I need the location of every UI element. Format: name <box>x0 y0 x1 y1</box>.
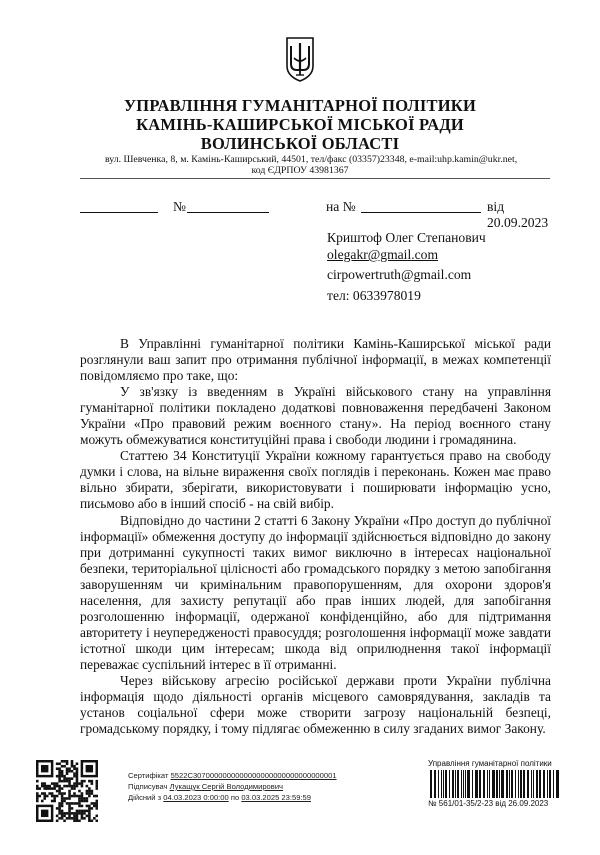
coat-of-arms <box>285 36 315 82</box>
number-sign: № <box>173 199 186 214</box>
trident-coat-of-arms-icon <box>285 36 315 82</box>
org-name-line1: УПРАВЛІННЯ ГУМАНІТАРНОЇ ПОЛІТИКИ <box>124 96 476 115</box>
body-paragraph-3: Статтею 34 Конституції України кожному гарантується право на свободу думки і слова, на вільне вираження своїх поглядів і переконань. Кожен має право вільно збирати, зберігати, використовувати і поширювати інформацію усно, письмово або в інший спосіб - на свій вибір. <box>80 448 551 512</box>
digital-signature-block <box>128 771 388 804</box>
outgoing-number-blank <box>187 212 269 213</box>
barcode-icon <box>428 770 560 798</box>
org-edrpou: код ЄДРПОУ 43981367 <box>251 165 349 176</box>
qr-code-icon <box>36 760 98 822</box>
outgoing-date-blank <box>80 212 158 213</box>
body-paragraph-2: У зв'язку із введенням в Україні військового стану на управління гуманітарної політики покладено додаткові повноваження передбачені Законом України «Про правовий режим воєнного стану». На період воєнного стану можуть обмежуватися конституційні права і свободи людини і громадянина. <box>80 384 551 448</box>
valid-to-label: по <box>230 793 240 802</box>
recipient-email-primary[interactable]: olegakr@gmail.com <box>327 247 439 262</box>
header-divider <box>80 178 550 179</box>
recipient-name: Криштоф Олег Степанович <box>327 230 486 245</box>
registration-stamp <box>428 759 568 807</box>
qr-code <box>36 760 98 822</box>
org-address: вул. Шевченка, 8, м. Камінь-Каширський, 44501, тел/факс (03357)23348, e-mail:uhp.kamin@ukr.net, <box>105 154 518 165</box>
valid-from-label: Дійсний з <box>128 793 162 802</box>
body-paragraph-1: В Управлінні гуманітарної політики Камінь-Каширської міської ради розглянули ваш запит про отримання публічної інформації, в межах компетенції повідомляємо про таке, що: <box>80 336 551 384</box>
reply-number-blank <box>361 212 481 213</box>
signer-value: Лукащук Сергій Володимирович <box>169 782 284 791</box>
body-paragraph-4: Відповідно до частини 2 статті 6 Закону України «Про доступ до публічної інформації» обмеження доступу до інформації здійснюється відповідно до закону при дотриманні сукупності таких вимог виключно в інтересах національної безпеки, територіальної цілісності або громадського порядку з метою запобігання заворушенням чи кримінальним правопорушенням, для охорони здоров'я населення, для захисту репутації або прав інших людей, для запобігання розголошенню інформації, одержаної конфіденційно, або для підтримання авторитету і неупередженості правосуддя; розголошення інформації може завдати істотної шкоди цим інтересам; шкода від оприлюднення такої інформації переважає суспільний інтерес в її отриманні. <box>80 512 551 672</box>
outgoing-number-row <box>80 199 560 230</box>
valid-to-value: 03.03.2025 23:59:59 <box>241 793 311 802</box>
recipient-email-secondary[interactable]: cirpowertruth@gmail.com <box>327 267 472 282</box>
letter-body <box>80 336 551 737</box>
cert-value: 5522C3070000000000000000000000000000001 <box>170 771 337 780</box>
cert-label: Сертифікат <box>128 771 169 780</box>
signer-label: Підписувач <box>128 782 168 791</box>
body-paragraph-5: Через військову агресію російської держави проти України публічна інформація щодо діяльності органів місцевого самоврядування, закладів та установ соціальної сфери може створити загрозу національній безпеці, громадському порядку, і тому підлягає обмеженню в силу згаданих вимог Закону. <box>80 672 551 737</box>
org-name-line3: ВОЛИНСЬКОЇ ОБЛАСТІ <box>200 134 400 153</box>
recipient-phone: тел: 0633978019 <box>327 288 421 303</box>
org-name-line2: КАМІНЬ-КАШИРСЬКОЇ МІСЬКОЇ РАДИ <box>136 115 464 134</box>
valid-from-value: 04.03.2023 0:00:00 <box>163 793 229 802</box>
reply-prefix: на № <box>326 199 356 214</box>
reply-date: від 20.09.2023 <box>487 199 549 230</box>
stamp-org: Управління гуманітарної політики <box>428 759 552 768</box>
stamp-reg-number: № 561/01-35/2-23 від 26.09.2023 <box>428 799 549 808</box>
